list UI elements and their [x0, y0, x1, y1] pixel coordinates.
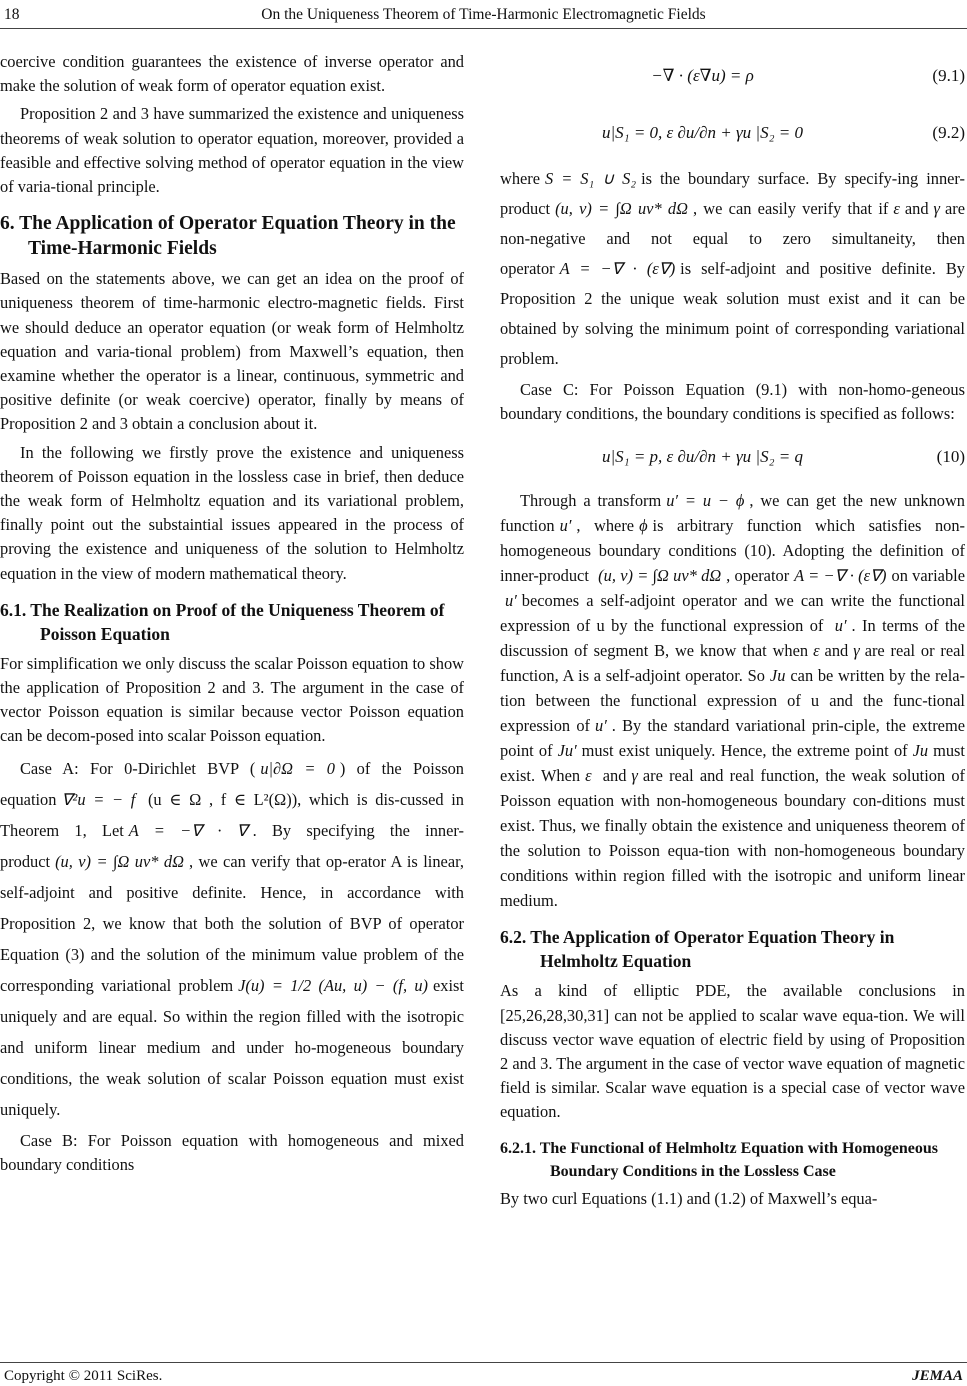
paragraph-case-c-detail	[500, 488, 965, 913]
formula: J(u) = 1/2 (Au, u) − (f, u)	[238, 975, 429, 995]
paragraph: Based on the statements above, we can get an idea on the proof of uniqueness theorem of time-harmonic electro-magnetic fields. First we should deduce an operator equation (or weak form of Helmholtz equation and varia-tional problem) from Maxwell’s equation, then examine whether the operator is a linear, continuous, symmetric and positive definite (or weak coercive) operator, finally by means of Proposition 2 and 3 obtain a conclusion about it.	[0, 269, 464, 434]
formula: ∇²u = − f	[61, 789, 136, 809]
text: , where	[576, 516, 635, 536]
section-heading: 6. The Application of Operator Equation Theory in the Time-Harmonic Fields	[0, 213, 456, 260]
paragraph: Case C: For Poisson Equation (9.1) with non-homo-geneous boundary conditions, the boundary conditions is specified as follows:	[500, 380, 965, 424]
symbol: ε	[893, 199, 900, 218]
running-title: On the Uniqueness Theorem of Time-Harmonic Electromagnetic Fields	[261, 6, 706, 23]
symbol: γ	[933, 199, 940, 218]
text: equation	[0, 789, 57, 809]
copyright-text: Copyright © 2011 SciRes.	[4, 1368, 163, 1384]
text: , operator	[726, 566, 790, 586]
symbol: u′	[559, 516, 572, 536]
paragraph	[500, 164, 965, 374]
subsection-heading: 6.2. The Application of Operator Equation Theory in Helmholtz Equation	[500, 927, 895, 972]
subsection-heading: 6.1. The Realization on Proof of the Uniqueness Theorem of Poisson Equation	[0, 599, 445, 644]
formula: S = S₁ ∪ S₂	[545, 169, 637, 188]
header-rule	[0, 28, 967, 29]
text: . In terms of the discussion of segment B, we know that when	[500, 616, 965, 661]
paragraph: In the following we firstly prove the existence and uniqueness theorem of Poisson equation in the lossless case in brief, then deduce the weak form of Helmholtz equation and its variational problem, finally point out the substaintial issues appeared in the process of proving the existence and uniqueness of the solution to Helmholtz equation in the view of modern mathematical theory.	[0, 442, 464, 583]
text: and	[904, 199, 929, 218]
formula: A = −∇ · (ε∇)	[794, 566, 887, 586]
text: Through a transform	[520, 491, 662, 511]
equation-9-1	[500, 50, 965, 102]
formula: A = −∇ · (ε∇)	[559, 259, 676, 278]
paragraph: For simplification we only discuss the scalar Poisson equation to show the application of Proposition 2 and 3. The argument in the case of vector Poisson equation is similar because vector Poisson equation can be decom-posed into scalar Poisson equation.	[0, 653, 464, 746]
left-column	[0, 50, 464, 1177]
formula: u′ = u − ϕ	[666, 491, 745, 511]
text: are real or real function, A is a self-adjoint operator. So	[500, 641, 965, 686]
text: , we can get the new unknown function	[500, 491, 965, 536]
symbol: ϕ	[639, 516, 648, 536]
formula: (u, v) = ∫Ω uv* dΩ	[555, 199, 688, 218]
formula: (u, v) = ∫Ω uv* dΩ	[55, 851, 184, 871]
formula: u|S₁ = 0, ε ∂u/∂n + γu |S₂ = 0	[601, 122, 803, 142]
symbol: ε	[813, 641, 820, 661]
text: can be written by the rela-tion between the functional expression of u and the func-tional expression of	[500, 666, 965, 736]
formula: u|S₁ = p, ε ∂u/∂n + γu |S₂ = q	[601, 447, 803, 467]
paragraph: Proposition 2 and 3 have summarized the existence and uniqueness theorems of weak solution to operator equation, moreover, provided a feasible and effective solving method of operator equation in the view of varia-tional principle.	[0, 104, 464, 197]
symbol: u′	[595, 716, 607, 736]
page-number: 18	[4, 6, 20, 23]
equation-10	[500, 426, 965, 488]
page-header	[0, 0, 967, 30]
text: where	[500, 169, 541, 188]
text: Case A: For 0-Dirichlet BVP (	[20, 758, 256, 778]
formula: A = −∇ · ∇	[128, 820, 248, 840]
footer-rule	[0, 1362, 967, 1363]
text: ) of the Poisson	[339, 758, 464, 778]
symbol: Ju	[769, 666, 786, 686]
symbol: γ	[853, 641, 860, 661]
paragraph: By two curl Equations (1.1) and (1.2) of Maxwell’s equa-	[500, 1188, 878, 1208]
formula: u|∂Ω = 0	[260, 758, 335, 778]
text: , we can verify that op-erator A is linear, self-adjoint and positive definite. Hence, in accordance with Proposition 2, we know that both the solution of BVP of operator Equation (3) and the solution of the minimum value problem of the corresponding variational problem	[0, 851, 464, 995]
subsubsection-heading: 6.2.1. The Functional of Helmholtz Equation with Homogeneous Boundary Conditions in the Lossless Case	[500, 1139, 938, 1180]
text: must exist. When	[500, 741, 965, 786]
text: are non-negative and not equal to zero simultaneity, then operator	[500, 199, 966, 278]
text: on variable	[891, 566, 965, 586]
text: must exist uniquely. Hence, the extreme point of	[581, 741, 908, 761]
text: is arbitrary function which satisfies non-homogeneous boundary conditions (10). Adopting the definition of inner-product	[500, 516, 965, 586]
formula: (u, v) = ∫Ω uv* dΩ	[598, 566, 722, 586]
journal-name: JEMAA	[912, 1368, 963, 1384]
text: and	[602, 766, 627, 786]
paragraph-case-a	[0, 753, 464, 1125]
text: exist uniquely and are equal. So within the region filled with the isotropic and uniform linear medium and under ho-mogeneous boundary conditions, the weak solution of scalar Poisson equation must exist uniquely.	[0, 975, 464, 1119]
symbol: u′	[505, 591, 517, 611]
text: (u ∈ Ω , f ∈ L²(Ω)), which is dis-cussed in Theorem 1, Let	[0, 789, 464, 840]
right-column	[500, 50, 965, 1211]
text: . By the standard variational prin-ciple, the extreme point of	[500, 716, 965, 761]
symbol: Ju	[912, 741, 929, 761]
paragraph: coercive condition guarantees the existence of inverse operator and make the solution of weak form of operator equation exist.	[0, 52, 464, 96]
text: is self-adjoint and positive definite. By Proposition 2 the unique weak solution must exist and it can be obtained by solving the minimum point of corresponding variational problem.	[500, 259, 965, 368]
text: . By specifying the inner-product	[0, 820, 464, 871]
text: is the boundary surface. By specify-ing inner-product	[500, 169, 965, 218]
equation-9-2	[500, 102, 965, 164]
formula: −∇ · (ε∇u) = ρ	[651, 65, 754, 85]
equation-number: (9.2)	[932, 122, 965, 142]
paragraph: As a kind of elliptic PDE, the available conclusions in [25,26,28,30,31] can not be applied to scalar wave equa-tion. We will discuss vector wave equation of electric field by using of Proposition 2 and 3. The argument in the case of vector wave equation of magnetic field is similar. Scalar wave equation is a special case of vector wave equation.	[500, 981, 965, 1122]
text: are real and real function, the weak solution of Poisson equation with non-homogeneous boundary con-ditions must exist. Thus, we finally obtain the existence and uniqueness theorem of the solution to Poisson equa-tion with non-homogeneous boundary conditions within region filled with the isotropic and uniform linear medium.	[500, 766, 965, 911]
symbol: γ	[631, 766, 638, 786]
text: becomes a self-adjoint operator and we can write the functional expression of u by the functional expression of	[500, 591, 965, 636]
symbol: ε	[585, 766, 592, 786]
equation-number: (9.1)	[932, 65, 965, 85]
symbol: Ju′	[557, 741, 577, 761]
text: and	[824, 641, 849, 661]
symbol: u′	[834, 616, 847, 636]
equation-number: (10)	[936, 447, 965, 467]
text: , we can easily verify that if	[692, 199, 889, 218]
paragraph: Case B: For Poisson equation with homogeneous and mixed boundary conditions	[0, 1130, 464, 1174]
